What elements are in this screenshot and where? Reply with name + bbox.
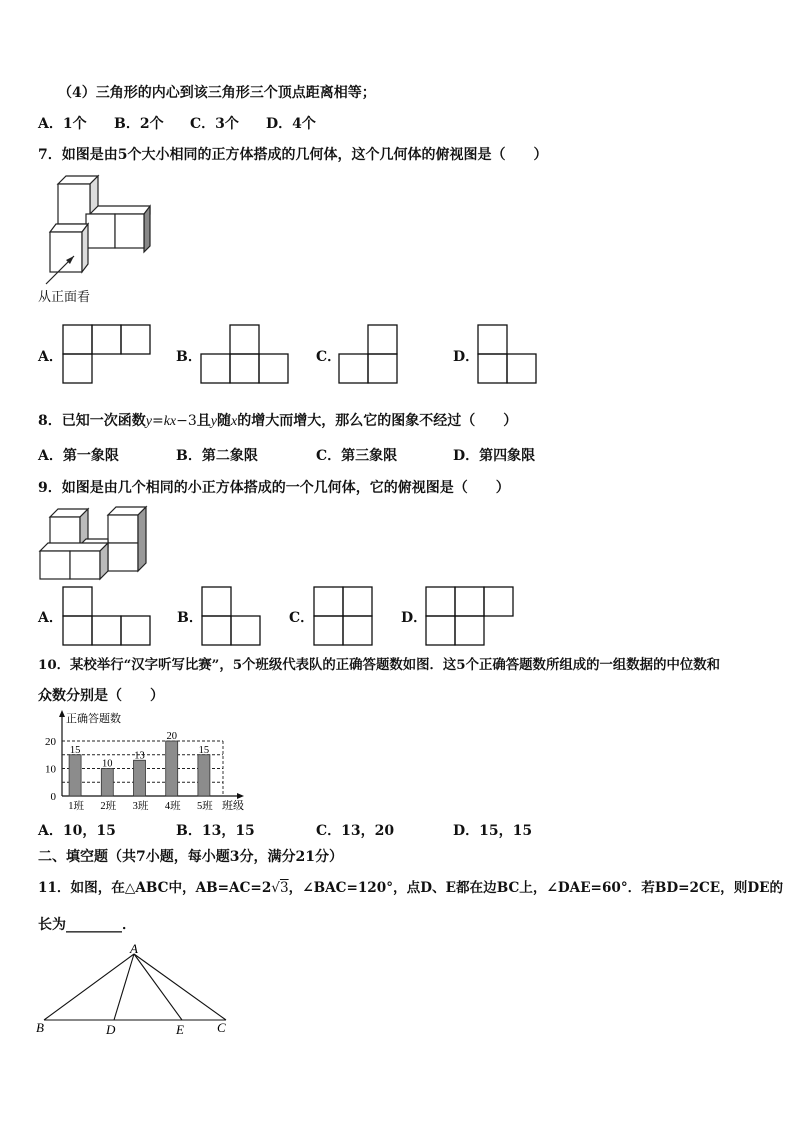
q8-func-y: y [145,414,152,429]
q8-option-c: C．第三象限 [316,448,398,464]
chart-x-tick-label: 1班 [68,801,84,812]
q10-stem-line2: 众数分别是（ ） [38,688,164,704]
q11-sqrt-value: 3 [279,880,289,896]
chart-y-tick-label: 20 [45,736,56,748]
chart-data-label: 10 [102,758,113,770]
chart-data-label: 15 [198,744,210,756]
chart-title: 正确答题数 [66,713,121,725]
chart-data-label: 13 [134,750,145,762]
q11-stem-part1: 11．如图，在△ABC中，AB=AC=2 [38,880,272,896]
q8-func-eq: = [151,413,164,429]
q9-option-c-figure [313,586,375,646]
chart-y-tick-label: 0 [50,791,56,803]
chart-bar [134,760,146,796]
chart-x-tick-label: 3班 [132,801,149,812]
q8-stem-mid1: 且 [196,413,211,429]
q8-option-a: A．第一象限 [38,448,119,464]
chart-bar [198,755,210,796]
q6-option-a: A．1个 [38,116,87,132]
q8-stem-mid2: 随 [217,413,231,429]
q11-triangle-figure [30,941,240,1037]
q6-option-c: C．3个 [190,116,239,132]
q7-view-label: 从正面看 [38,290,91,305]
section2-heading: 二、填空题（共7小题，每小题3分，满分21分） [38,849,343,865]
q7-stem: 7．如图是由5个大小相同的正方体搭成的几何体，这个几何体的俯视图是（ ） [38,147,548,163]
q9-option-c-letter: C． [289,610,315,626]
q9-option-a-letter: A． [38,610,63,626]
q10-option-a: A．10，15 [38,823,116,839]
chart-y-axis-arrow [59,710,65,717]
q8-var-x: x [231,414,238,429]
chart-x-tick-label: 5班 [197,801,213,812]
q8-stem-before: 8．已知一次函数 [38,413,146,429]
chart-data-label: 20 [166,731,177,742]
chart-xlabel: 班级 [222,800,244,812]
chart-data-label: 15 [69,744,81,756]
q10-stem-line1: 10．某校举行“汉字听写比赛”，5个班级代表队的正确答题数如图．这5个正确答题数所组成的一组数据的中位数和 [38,657,721,673]
q10-option-b: B．13，15 [176,823,255,839]
q7-option-c-figure [338,324,400,384]
q10-option-d: D．15，15 [453,823,533,839]
q8-func-minus: −3 [176,413,197,429]
q7-option-a-figure [62,324,152,384]
chart-x-tick-label: 2班 [100,801,117,812]
q7-solid-figure [40,176,160,306]
q8-stem [38,412,517,431]
q9-stem: 9．如图是由几个相同的小正方体搭成的一个几何体，它的俯视图是（ ） [38,480,510,496]
q9-option-b-letter: B． [177,610,203,626]
q7-option-b-letter: B． [176,349,202,365]
q7-option-a-letter: A． [38,349,63,365]
q7-option-d-letter: D． [453,349,480,365]
q6-option-b: B．2个 [114,116,164,132]
chart-bar [166,741,178,796]
q11-label-c: C [217,1020,226,1035]
q7-option-d-figure [477,324,539,384]
q8-option-b: B．第二象限 [176,448,258,464]
q11-sqrt: √3 [271,880,289,896]
q11-label-b: B [36,1020,44,1035]
chart-x-tick-label: 4班 [164,801,181,812]
q9-option-d-letter: D． [401,610,428,626]
q8-option-d: D．第四象限 [453,448,536,464]
q9-option-b-figure [201,586,263,646]
q10-bar-chart [30,708,290,818]
chart-x-axis-arrow [237,793,244,799]
q6-option-d: D．4个 [266,116,316,132]
q7-option-c-letter: C． [316,349,342,365]
q9-solid-figure [38,507,153,582]
q8-func-expr: kx [163,414,177,429]
q7-option-b-figure [200,324,290,384]
q9-option-a-figure [62,586,152,646]
q11-label-d: D [106,1022,116,1037]
q9-option-d-figure [425,586,515,646]
q11-label-e: E [176,1022,184,1037]
q6-item4: （4）三角形的内心到该三角形三个顶点距离相等； [58,85,376,101]
q10-option-c: C．13，20 [316,823,395,839]
chart-bar [101,769,113,797]
q8-var-y: y [210,414,217,429]
q11-stem-line2: 长为________． [38,917,136,933]
q8-stem-after: 的增大而增大，那么它的图象不经过（ ） [237,413,518,429]
q11-stem-part2: ，∠BAC=120°，点D、E都在边BC上，∠DAE=60°．若BD=2CE，则DE的 [288,880,784,896]
chart-y-tick-label: 10 [45,763,56,776]
chart-bar [69,755,81,796]
q11-stem-line1 [38,879,783,897]
q11-label-a: A [130,941,138,956]
